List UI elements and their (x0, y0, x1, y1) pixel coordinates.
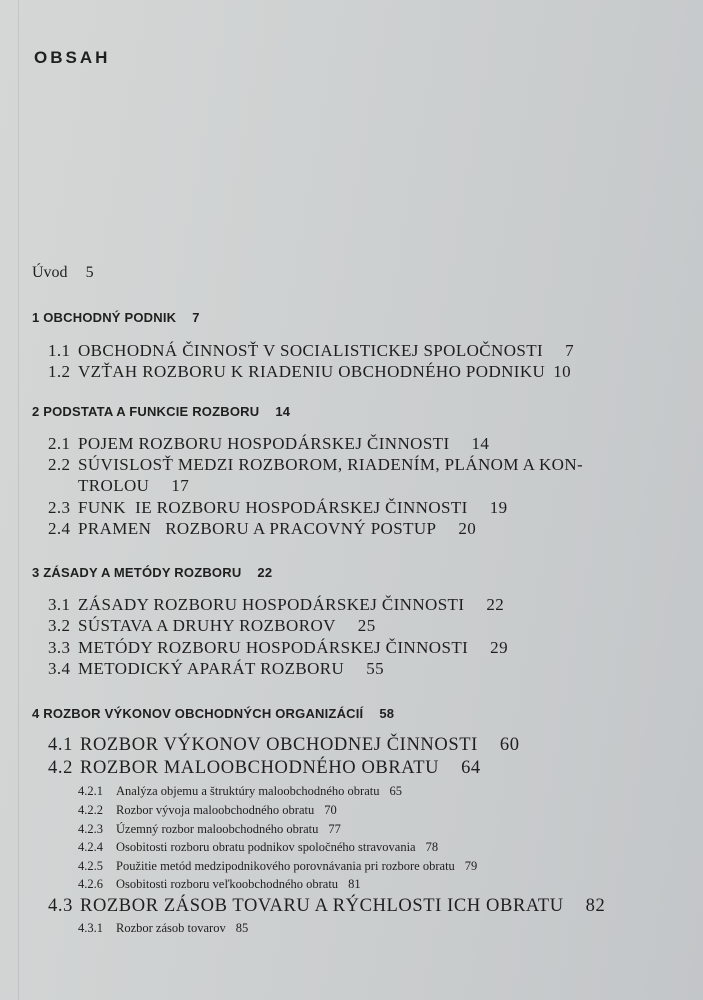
section-number: 2.3 (48, 498, 71, 517)
page-title: OBSAH (34, 48, 111, 67)
subsection-number: 4.2.5 (78, 859, 103, 873)
section-label-continuation: TROLOU (78, 476, 150, 495)
subsection-label: Analýza objemu a štruktúry maloobchodného obratu (116, 784, 380, 798)
section-number: 3.2 (48, 616, 71, 635)
toc-page-number: 55 (366, 659, 385, 678)
toc-page-number: 29 (490, 638, 508, 657)
toc-page-number: 78 (425, 840, 439, 854)
section-2-2-continuation (78, 476, 189, 496)
section-2-1 (48, 434, 489, 454)
chapter-label: 4 ROZBOR VÝKONOV OBCHODNÝCH ORGANIZÁCIÍ (32, 706, 364, 721)
toc-page-number: 5 (85, 264, 94, 281)
chapter-heading-2 (32, 404, 290, 419)
section-number: 2.4 (48, 519, 71, 538)
subsection-label: Rozbor vývoja maloobchodného obratu (116, 803, 315, 817)
section-number: 4.3 (48, 896, 73, 916)
toc-page-number: 25 (357, 616, 376, 635)
section-label: PRAMEN ROZBORU A PRACOVNÝ POSTUP (78, 519, 437, 538)
section-3-1 (48, 595, 504, 615)
section-4-1 (48, 735, 520, 756)
toc-page-number: 60 (499, 735, 520, 755)
toc-page-number: 7 (565, 341, 574, 360)
section-label: OBCHODNÁ ČINNOSŤ V SOCIALISTICKEJ SPOLOČNOSTI (78, 341, 544, 360)
section-1-1 (48, 341, 574, 361)
toc-page-number: 70 (324, 803, 337, 817)
toc-page-number: 58 (379, 706, 395, 721)
section-label: SÚVISLOSŤ MEDZI ROZBOROM, RIADENÍM, PLÁNOM A KON- (78, 455, 584, 474)
chapter-heading-4 (32, 706, 394, 721)
section-1-2 (48, 362, 571, 382)
section-number: 3.3 (48, 638, 71, 657)
section-4-3 (48, 896, 605, 917)
toc-page-number: 77 (328, 822, 341, 836)
section-2-2 (48, 455, 583, 475)
section-label: FUNK IE ROZBORU HOSPODÁRSKEJ ČINNOSTI (78, 498, 468, 517)
section-label: ROZBOR VÝKONOV OBCHODNEJ ČINNOSTI (80, 735, 478, 755)
toc-page-number: 14 (275, 404, 291, 419)
section-2-3 (48, 498, 508, 518)
subsection-label: Použitie metód medzipodnikového porovnávania pri rozbore obratu (116, 859, 455, 873)
chapter-label: 3 ZÁSADY A METÓDY ROZBORU (32, 565, 242, 580)
toc-page-number: 10 (553, 362, 572, 381)
subsection-4-2-2 (78, 803, 337, 818)
toc-page-number: 22 (486, 595, 505, 614)
section-3-4 (48, 659, 384, 679)
toc-page-number: 20 (458, 519, 477, 538)
section-label: ZÁSADY ROZBORU HOSPODÁRSKEJ ČINNOSTI (78, 595, 465, 614)
section-3-3 (48, 638, 508, 658)
section-3-2 (48, 616, 376, 636)
toc-page-number: 82 (585, 896, 606, 916)
subsection-label: Územný rozbor maloobchodného obratu (116, 822, 319, 836)
subsection-number: 4.2.2 (78, 803, 103, 817)
section-number: 1.2 (48, 362, 71, 381)
toc-page-number: 14 (471, 434, 490, 453)
toc-page-number: 7 (192, 310, 200, 325)
section-number: 2.1 (48, 434, 71, 453)
subsection-number: 4.2.3 (78, 822, 103, 836)
subsection-4-2-6 (78, 877, 361, 892)
subsection-label: Rozbor zásob tovarov (116, 921, 226, 935)
chapter-label: 2 PODSTATA A FUNKCIE ROZBORU (32, 404, 260, 419)
section-number: 1.1 (48, 341, 71, 360)
toc-page-number: 81 (348, 877, 361, 891)
section-number: 3.4 (48, 659, 71, 678)
toc-entry-label: Úvod (32, 264, 68, 281)
toc-page-number: 19 (489, 498, 508, 517)
section-label: VZŤAH ROZBORU K RIADENIU OBCHODNÉHO PODNIKU (78, 362, 546, 381)
subsection-4-2-4 (78, 840, 438, 855)
toc-page-number: 17 (171, 476, 190, 495)
section-label: METODICKÝ APARÁT ROZBORU (78, 659, 345, 678)
section-number: 3.1 (48, 595, 71, 614)
section-number: 4.1 (48, 735, 73, 755)
subsection-number: 4.2.6 (78, 877, 103, 891)
section-number: 4.2 (48, 758, 73, 778)
subsection-number: 4.3.1 (78, 921, 103, 935)
page-edge (18, 0, 19, 1000)
subsection-4-2-1 (78, 784, 402, 799)
section-label: SÚSTAVA A DRUHY ROZBOROV (78, 616, 336, 635)
section-2-4 (48, 519, 476, 539)
toc-page-number: 79 (464, 859, 478, 873)
subsection-4-3-1 (78, 921, 248, 936)
subsection-4-2-3 (78, 822, 341, 837)
chapter-heading-1 (32, 310, 200, 325)
subsection-label: Osobitosti rozboru obratu podnikov spoločného stravovania (116, 840, 416, 854)
section-4-2 (48, 758, 481, 779)
subsection-number: 4.2.1 (78, 784, 103, 798)
chapter-heading-3 (32, 565, 272, 580)
toc-page-number: 85 (235, 921, 249, 935)
section-label: ROZBOR MALOOBCHODNÉHO OBRATU (80, 758, 440, 778)
toc-entry-intro (32, 264, 94, 282)
toc-page-number: 22 (257, 565, 273, 580)
subsection-number: 4.2.4 (78, 840, 103, 854)
chapter-label: 1 OBCHODNÝ PODNIK (32, 310, 177, 325)
section-label: ROZBOR ZÁSOB TOVARU A RÝCHLOSTI ICH OBRATU (80, 896, 564, 916)
section-label: POJEM ROZBORU HOSPODÁRSKEJ ČINNOSTI (78, 434, 450, 453)
section-label: METÓDY ROZBORU HOSPODÁRSKEJ ČINNOSTI (78, 638, 469, 657)
toc-page-number: 64 (461, 758, 481, 778)
toc-page-number: 65 (389, 784, 402, 798)
section-number: 2.2 (48, 455, 71, 474)
subsection-label: Osobitosti rozboru veľkoobchodného obratu (116, 877, 339, 891)
subsection-4-2-5 (78, 859, 477, 874)
